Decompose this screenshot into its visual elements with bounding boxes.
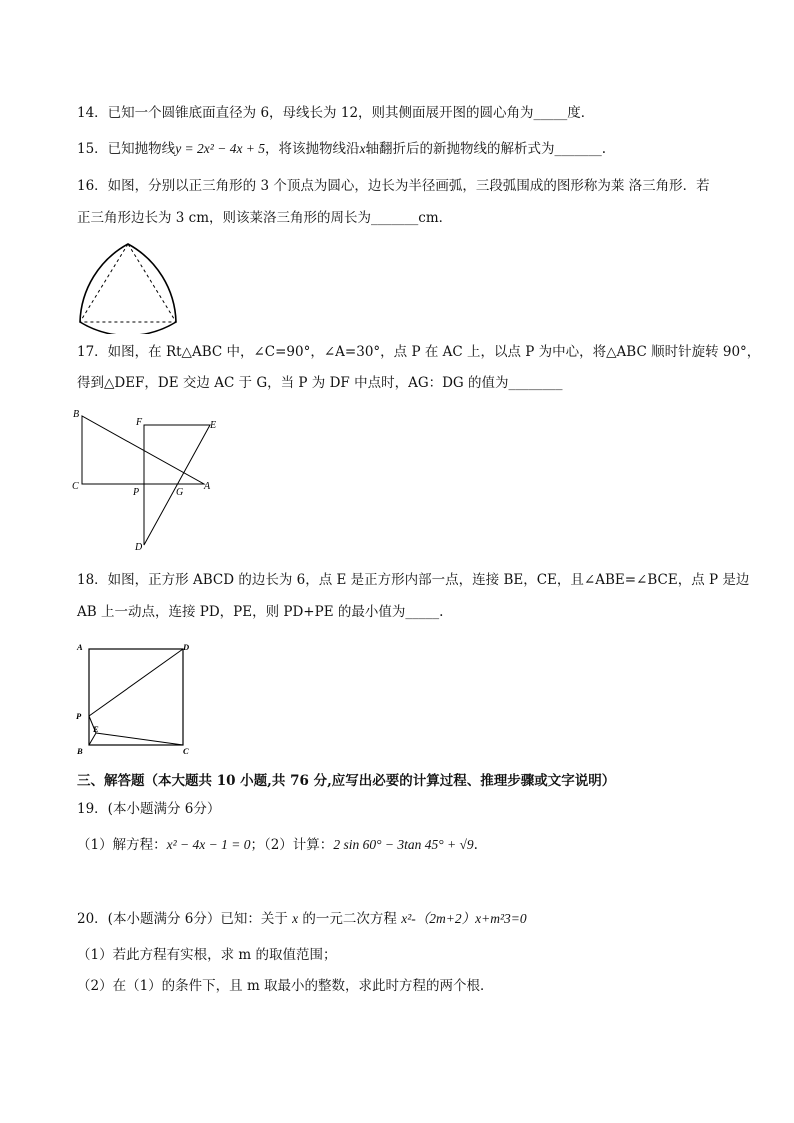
q19-part1-label: （1）解方程：	[77, 837, 167, 853]
question-19-parts	[77, 836, 478, 854]
triangle-def	[144, 425, 210, 545]
label-d: D	[183, 642, 190, 652]
question-17-line2: 得到△DEF，DE 交边 AC 于 G，当 P 为 DF 中点时，AG：DG 的值为________	[77, 375, 563, 391]
q20-var: x	[292, 911, 299, 926]
question-18-line1: 18．如图，正方形 ABCD 的边长为 6，点 E 是正方形内部一点，连接 BE，CE，且∠ABE=∠BCE，点 P 是边	[77, 572, 750, 588]
inner-triangle-dashed	[80, 244, 176, 322]
label-a: A	[77, 642, 83, 652]
segment-ce	[96, 733, 183, 745]
segment-pd	[89, 649, 183, 716]
question-15	[77, 140, 606, 158]
label-b: B	[73, 409, 80, 420]
q18-figure	[72, 638, 202, 760]
label-d: D	[135, 542, 143, 553]
q15-pre: 15．已知抛物线	[77, 141, 176, 157]
question-20-sub1: （1）若此方程有实根，求 m 的取值范围；	[77, 947, 337, 963]
q17-figure	[68, 405, 228, 555]
question-16-line2: 正三角形边长为 3 cm，则该莱洛三角形的周长为_______cm．	[77, 210, 453, 226]
triangle-abc	[82, 416, 204, 484]
q19-part2-formula: 2 sin 60° − 3tan 45° + √9	[333, 837, 474, 852]
label-c: C	[72, 481, 79, 492]
question-20-title	[77, 910, 527, 928]
segment-be	[89, 733, 96, 745]
label-p: P	[76, 711, 82, 721]
label-c: C	[183, 746, 189, 756]
question-20-sub2: （2）在（1）的条件下，且 m 取最小的整数，求此时方程的两个根．	[77, 978, 494, 994]
label-b: B	[77, 746, 83, 756]
q20-title-mid: 的一元二次方程	[298, 911, 402, 927]
q15-mid: ，将该抛物线沿	[265, 141, 360, 157]
question-16-line1: 16．如图，分别以正三角形的 3 个顶点为圆心，边长为半径画弧，三段弧围成的图形称为莱 洛三角形．若	[77, 178, 710, 194]
section-3-heading: 三、解答题（本大题共 10 小题,共 76 分,应写出必要的计算过程、推理步骤或文字说明）	[77, 773, 616, 789]
q19-end: .	[473, 837, 478, 853]
label-e: E	[210, 420, 217, 431]
q19-part1-formula: x² − 4x − 1 = 0	[166, 837, 251, 852]
square-abcd	[89, 649, 183, 745]
question-19-title: 19．(本小题满分 6分）	[77, 801, 221, 817]
label-f: F	[136, 417, 143, 428]
q19-separator: ；（2）计算：	[250, 837, 334, 853]
q15-post: 轴翻折后的新抛物线的解析式为_______.	[365, 141, 607, 157]
q15-axis: x	[359, 141, 366, 156]
q15-formula: y = 2x² − 4x + 5	[175, 141, 266, 156]
label-a: A	[204, 481, 211, 492]
question-17-line1: 17．如图，在 Rt△ABC 中，∠C=90°，∠A=30°，点 P 在 AC 上，以点 P 为中心，将△ABC 顺时针旋转 90°，	[77, 344, 761, 360]
label-g: G	[176, 487, 184, 498]
question-14: 14．已知一个圆锥底面直径为 6，母线长为 12，则其侧面展开图的圆心角为_____度．	[77, 105, 595, 121]
question-18-line2: AB 上一动点，连接 PD，PE，则 PD+PE 的最小值为_____.	[77, 604, 444, 620]
reuleaux-outline	[80, 244, 176, 334]
q20-equation: x²-（2m+2）x+m²3=0	[401, 911, 527, 926]
q20-title: 20．(本小题满分 6分）已知：关于	[77, 911, 293, 927]
label-p: P	[133, 487, 140, 498]
label-e: E	[93, 724, 99, 734]
reuleaux-triangle-figure	[72, 238, 184, 334]
